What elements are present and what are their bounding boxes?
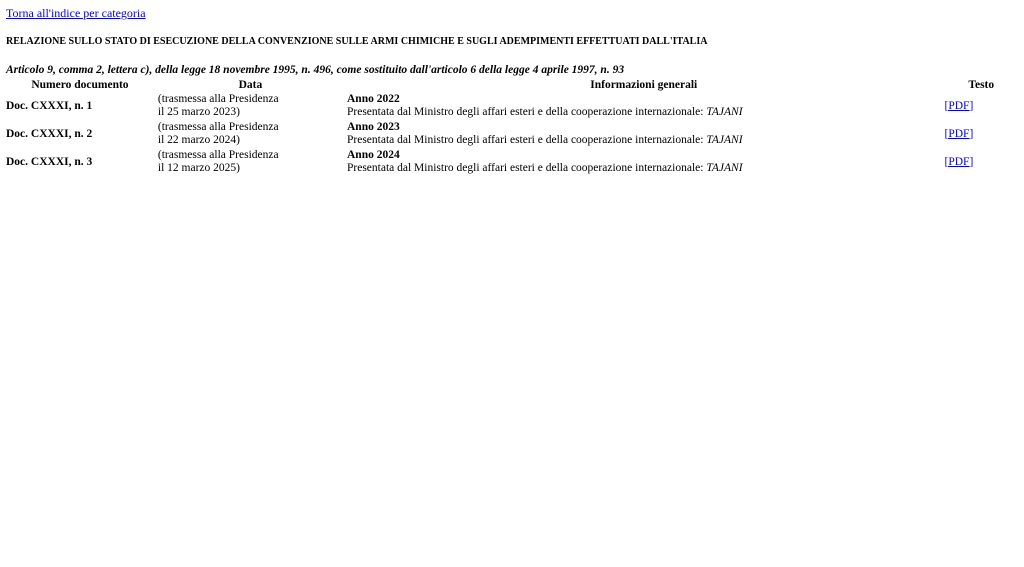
- date-line-1: (trasmessa alla Presidenza: [157, 121, 279, 133]
- pdf-link[interactable]: [PDF]: [944, 127, 974, 140]
- document-text-cell: [943, 120, 1020, 148]
- date-line-1: (trasmessa alla Presidenza: [157, 149, 279, 161]
- law-reference: Articolo 9, comma 2, lettera c), della legge 18 novembre 1995, n. 496, come sostituito dall'articolo 6 della legge 4 aprile 1997, n. 93: [6, 64, 625, 76]
- date-line-2: il 25 marzo 2023): [157, 106, 240, 118]
- section-title: RELAZIONE SULLO STATO DI ESECUZIONE DELLA CONVENZIONE SULLE ARMI CHIMICHE E SUGLI ADEMPIMENTI EFFETTUATI DALL'ITALIA: [6, 36, 708, 47]
- back-to-index-link[interactable]: Torna all'indice per categoria: [6, 6, 146, 20]
- date-line-1: (trasmessa alla Presidenza: [157, 93, 279, 105]
- table-header-row: [4, 78, 1020, 92]
- documents-table: [4, 78, 1020, 176]
- pdf-link[interactable]: [PDF]: [944, 155, 974, 168]
- document-year: Anno 2024: [347, 149, 400, 161]
- document-number: Doc. CXXXI, n. 3: [6, 155, 93, 168]
- date-line-2: il 12 marzo 2025): [157, 162, 240, 174]
- minister-name: TAJANI: [706, 134, 743, 146]
- document-year: Anno 2022: [347, 93, 400, 105]
- table-row: [4, 148, 1020, 176]
- document-date: [156, 92, 345, 120]
- header-text: Testo: [968, 78, 995, 91]
- presented-by: Presentata dal Ministro degli affari esteri e della cooperazione internazionale:: [347, 106, 707, 118]
- presented-by: Presentata dal Ministro degli affari esteri e della cooperazione internazionale:: [347, 162, 707, 174]
- document-info: [345, 148, 943, 176]
- header-number: Numero documento: [31, 78, 129, 91]
- table-row: [4, 92, 1020, 120]
- document-info: [345, 120, 943, 148]
- document-text-cell: [943, 92, 1020, 120]
- document-text-cell: [943, 148, 1020, 176]
- date-line-2: il 22 marzo 2024): [157, 134, 240, 146]
- document-year: Anno 2023: [347, 121, 400, 133]
- document-number: Doc. CXXXI, n. 1: [6, 99, 93, 112]
- minister-name: TAJANI: [706, 162, 743, 174]
- document-number: Doc. CXXXI, n. 2: [6, 127, 93, 140]
- document-date: [156, 148, 345, 176]
- document-date: [156, 120, 345, 148]
- table-row: [4, 120, 1020, 148]
- header-info: Informazioni generali: [590, 78, 698, 91]
- presented-by: Presentata dal Ministro degli affari esteri e della cooperazione internazionale:: [347, 134, 707, 146]
- header-date: Data: [238, 78, 263, 91]
- pdf-link[interactable]: [PDF]: [944, 99, 974, 112]
- minister-name: TAJANI: [706, 106, 743, 118]
- document-info: [345, 92, 943, 120]
